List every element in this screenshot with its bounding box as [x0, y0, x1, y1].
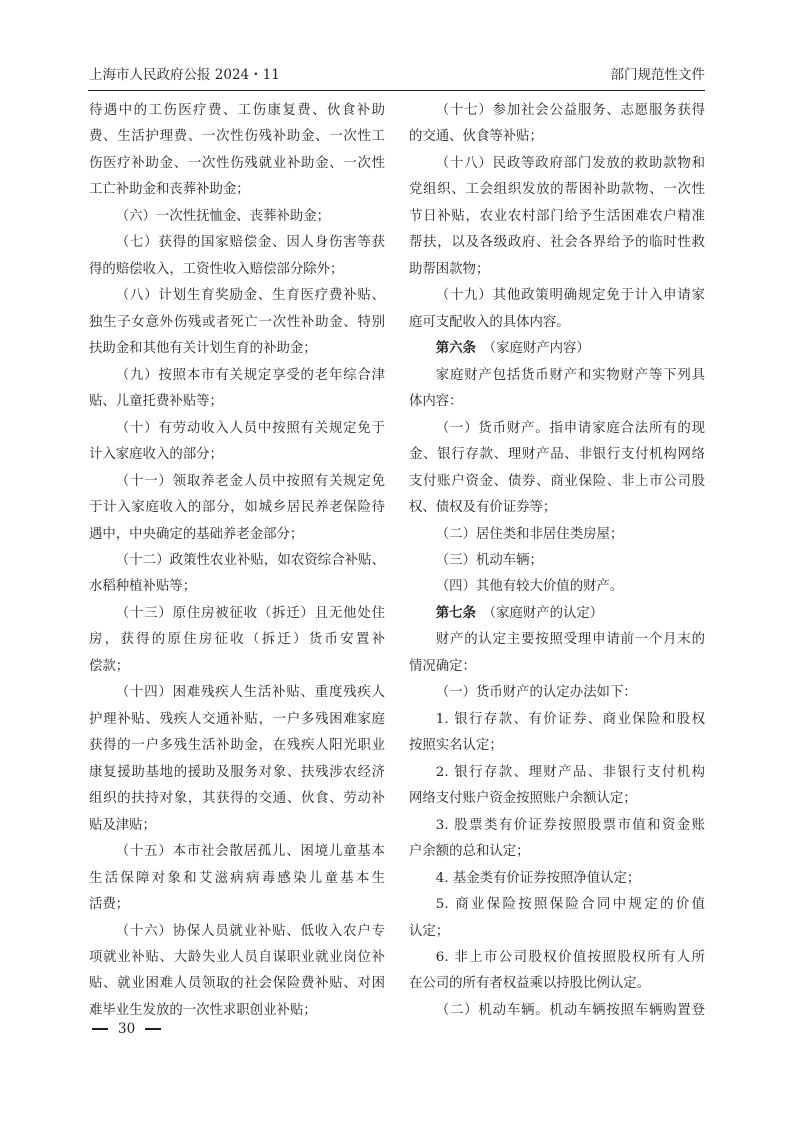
paragraph-line — [409, 680, 705, 706]
paragraph-line — [409, 892, 705, 918]
line-text: （十）有劳动收入人员中按照有关规定免于 — [115, 420, 385, 436]
publication-title: 上海市人民政府公报 2024・11 — [89, 67, 280, 83]
paragraph-line — [409, 707, 705, 733]
line-text: 体内容： — [409, 394, 463, 410]
line-text: 支付账户资金、债券、商业保险、非上市公司股 — [409, 473, 705, 489]
line-text: 偿款； — [89, 658, 130, 674]
line-text: 获得的一户多残生活补助金，在残疾人阳光职业 — [89, 738, 385, 754]
line-text: 难毕业生发放的一次性求职创业补贴； — [89, 1002, 317, 1018]
line-text: 帮扶，以及各级政府、社会各界给予的临时性救 — [409, 235, 705, 251]
line-text: （十四）困难残疾人生活补贴、重度残疾人 — [115, 685, 385, 701]
section-title: 部门规范性文件 — [610, 67, 705, 83]
line-text: （十九）其他政策明确规定免于计入申请家 — [435, 288, 705, 304]
line-text: 护理补贴、残疾人交通补贴，一户多残困难家庭 — [89, 711, 385, 727]
page-number: 30 — [118, 1021, 136, 1037]
paragraph-line — [89, 363, 385, 389]
article-heading: 第七条 — [435, 605, 476, 621]
paragraph-line — [89, 892, 385, 918]
paragraph-line — [89, 204, 385, 230]
paragraph-line — [409, 601, 705, 627]
paragraph-line — [409, 336, 705, 362]
paragraph-line — [409, 442, 705, 468]
line-text: 党组织、工会组织发放的帮困补助款物、一次性 — [409, 182, 705, 198]
line-text: 按照实名认定； — [409, 738, 503, 754]
line-text: 情况确定： — [409, 658, 476, 674]
paragraph-line — [89, 760, 385, 786]
line-text: 的交通、伙食等补贴； — [409, 129, 543, 145]
line-text: （十六）协保人员就业补贴、低收入农户专 — [115, 923, 385, 939]
page-footer — [92, 1021, 161, 1037]
line-text: 遇中，中央确定的基础养老金部分； — [89, 526, 304, 542]
line-text: 户余额的总和认定； — [409, 844, 530, 860]
line-text: （十一）领取养老金人员中按照有关规定免 — [115, 473, 385, 489]
paragraph-line — [89, 654, 385, 680]
paragraph-line — [409, 813, 705, 839]
line-text: 贴、儿童托费补贴等； — [89, 394, 223, 410]
paragraph-line — [409, 230, 705, 256]
line-text: 独生子女意外伤残或者死亡一次性补助金、特别 — [89, 314, 385, 330]
line-text: 待遇中的工伤医疗费、工伤康复费、伙食补助 — [89, 103, 385, 118]
paragraph-line — [89, 283, 385, 309]
paragraph-line — [89, 257, 385, 283]
line-text: （九）按照本市有关规定享受的老年综合津 — [115, 367, 385, 383]
paragraph-line — [409, 839, 705, 865]
paragraph-line — [89, 310, 385, 336]
line-text: （一）货币财产的认定办法如下： — [435, 685, 637, 701]
paragraph-line — [409, 124, 705, 150]
paragraph-line — [409, 151, 705, 177]
paragraph-line — [89, 733, 385, 759]
paragraph-line — [409, 363, 705, 389]
line-text: （七）获得的国家赔偿金、因人身伤害等获 — [115, 235, 385, 251]
paragraph-line — [89, 495, 385, 521]
paragraph-line — [89, 151, 385, 177]
paragraph-line — [409, 760, 705, 786]
line-text: 家庭财产包括货币财产和实物财产等下列具 — [435, 367, 705, 383]
paragraph-line — [409, 495, 705, 521]
paragraph-line — [89, 98, 385, 124]
line-text: 康复援助基地的援助及服务对象、扶残涉农经济 — [89, 764, 385, 780]
line-text: 贴及津贴； — [89, 817, 156, 833]
paragraph-line — [409, 469, 705, 495]
paragraph-line — [89, 627, 385, 653]
paragraph-line — [409, 733, 705, 759]
line-text: 2. 银行存款、理财产品、非银行支付机构 — [435, 764, 705, 780]
right-column — [409, 98, 705, 1024]
line-text: 助帮困款物； — [409, 261, 490, 277]
paragraph-line — [89, 177, 385, 203]
paragraph-line — [89, 230, 385, 256]
paragraph-line — [409, 786, 705, 812]
paragraph-line — [89, 919, 385, 945]
line-text: 庭可支配收入的具体内容。 — [409, 314, 570, 330]
dash-right — [145, 1028, 161, 1030]
line-text: 6. 非上市公司股权价值按照股权所有人所 — [435, 950, 705, 965]
line-text: 计入家庭收入的部分； — [89, 447, 223, 463]
line-text: 1. 银行存款、有价证券、商业保险和股权 — [435, 711, 705, 727]
paragraph-line — [409, 310, 705, 336]
line-text: （家庭财产内容） — [475, 341, 590, 357]
paragraph-line — [409, 998, 705, 1024]
line-text: （十五）本市社会散居孤儿、困境儿童基本 — [115, 844, 385, 860]
paragraph-line — [89, 548, 385, 574]
paragraph-line — [409, 283, 705, 309]
paragraph-line — [409, 945, 705, 971]
paragraph-line — [409, 98, 705, 124]
paragraph-line — [89, 574, 385, 600]
paragraph-line — [89, 336, 385, 362]
line-text: 活费； — [89, 897, 130, 913]
paragraph-line — [409, 866, 705, 892]
paragraph-line — [409, 627, 705, 653]
paragraph-line — [89, 813, 385, 839]
paragraph-line — [409, 971, 705, 997]
line-text: （十三）原住房被征收（拆迁）且无他处住 — [115, 605, 385, 621]
paragraph-line — [89, 601, 385, 627]
paragraph-line — [89, 971, 385, 997]
line-text: 于计入家庭收入的部分，如城乡居民养老保险待 — [89, 500, 385, 516]
line-text: 3. 股票类有价证券按照股票市值和资金账 — [435, 817, 705, 833]
line-text: 在公司的所有者权益乘以持股比例认定。 — [409, 976, 651, 992]
line-text: 项就业补贴、大龄失业人员自谋职业就业岗位补 — [89, 950, 385, 965]
line-text: 贴、就业困难人员领取的社会保险费补贴、对困 — [89, 976, 385, 992]
line-text: （四）其他有较大价值的财产。 — [435, 579, 624, 595]
line-text: （一）货币财产。指申请家庭合法所有的现 — [435, 420, 705, 436]
header-divider — [88, 90, 705, 91]
line-text: （六）一次性抚恤金、丧葬补助金； — [115, 208, 331, 224]
paragraph-line — [89, 945, 385, 971]
paragraph-line — [89, 389, 385, 415]
paragraph-line — [89, 469, 385, 495]
line-text: （十八）民政等政府部门发放的救助款物和 — [435, 155, 705, 171]
paragraph-line — [409, 654, 705, 680]
paragraph-line — [89, 442, 385, 468]
line-text: 权、债权及有价证券等； — [409, 500, 557, 516]
paragraph-line — [89, 680, 385, 706]
line-text: 财产的认定主要按照受理申请前一个月末的 — [435, 632, 705, 648]
paragraph-line — [89, 839, 385, 865]
line-text: （二）机动车辆。机动车辆按照车辆购置登 — [435, 1002, 705, 1018]
line-text: 生活保障对象和艾滋病病毒感染儿童基本生 — [89, 870, 385, 886]
dash-left — [92, 1028, 108, 1030]
line-text: 网络支付账户资金按照账户余额认定； — [409, 791, 637, 807]
paragraph-line — [89, 124, 385, 150]
paragraph-line — [409, 389, 705, 415]
line-text: （十七）参加社会公益服务、志愿服务获得 — [435, 103, 705, 118]
paragraph-line — [89, 416, 385, 442]
paragraph-line — [409, 574, 705, 600]
line-text: 扶助金和其他有关计划生育的补助金； — [89, 341, 317, 357]
paragraph-line — [89, 707, 385, 733]
line-text: 5. 商业保险按照保险合同中规定的价值 — [435, 897, 705, 913]
line-text: （家庭财产的认定） — [475, 605, 604, 621]
paragraph-line — [409, 919, 705, 945]
left-column — [89, 98, 385, 1024]
paragraph-line — [409, 416, 705, 442]
paragraph-line — [89, 866, 385, 892]
line-text: （十二）政策性农业补贴，如农资综合补贴、 — [115, 552, 385, 568]
line-text: 金、银行存款、理财产品、非银行支付机构网络 — [409, 447, 705, 463]
line-text: 认定； — [409, 923, 450, 939]
line-text: 工亡补助金和丧葬补助金； — [89, 182, 250, 198]
paragraph-line — [409, 548, 705, 574]
line-text: 节日补贴，农业农村部门给予生活困难农户精准 — [409, 208, 705, 224]
line-text: （二）居住类和非居住类房屋； — [435, 526, 624, 542]
paragraph-line — [89, 522, 385, 548]
line-text: 4. 基金类有价证券按照净值认定； — [435, 870, 641, 886]
paragraph-line — [409, 257, 705, 283]
line-text: 房，获得的原住房征收（拆迁）货币安置补 — [89, 632, 385, 648]
paragraph-line — [409, 204, 705, 230]
line-text: 水稻种植补贴等； — [89, 579, 197, 595]
line-text: 费、生活护理费、一次性伤残补助金、一次性工 — [89, 129, 385, 145]
line-text: 伤医疗补助金、一次性伤残就业补助金、一次性 — [89, 155, 385, 171]
paragraph-line — [409, 177, 705, 203]
line-text: （八）计划生育奖励金、生育医疗费补贴、 — [115, 288, 385, 304]
line-text: 组织的扶持对象，其获得的交通、伙食、劳动补 — [89, 791, 385, 807]
article-heading: 第六条 — [435, 341, 476, 357]
paragraph-line — [89, 786, 385, 812]
paragraph-line — [409, 522, 705, 548]
line-text: （三）机动车辆； — [435, 552, 543, 568]
line-text: 得的赔偿收入，工资性收入赔偿部分除外； — [89, 261, 344, 277]
